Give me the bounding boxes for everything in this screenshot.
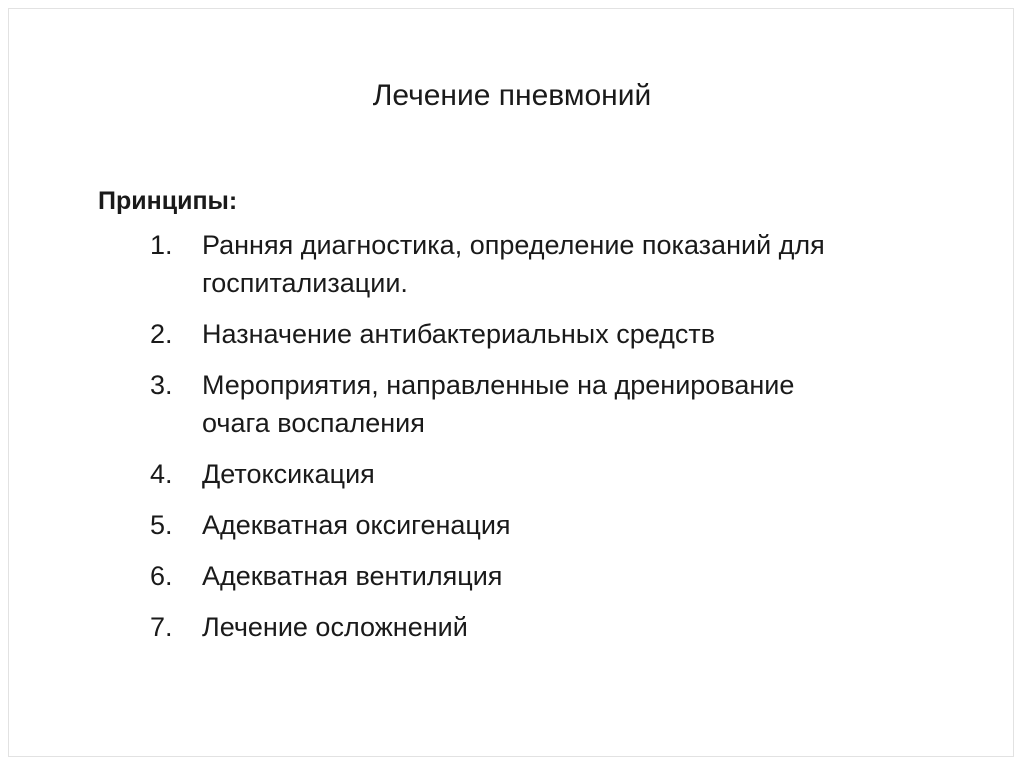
list-item [0,455,1024,493]
list-item-text [202,366,942,442]
list-item-line: Лечение осложнений [202,612,468,642]
list-item-text [202,608,942,646]
list-item-number: 2. [150,319,173,349]
list-item-line: Назначение антибактериальных средств [202,319,716,349]
list-item-text [202,455,942,493]
list-item [0,366,1024,442]
section-heading: Принципы: [98,187,238,215]
list-item-text [202,315,942,353]
list-item-number: 7. [150,612,173,642]
list-item-line: Мероприятия, направленные на дренирование [202,370,795,400]
principles-list [0,226,1024,659]
list-item [0,557,1024,595]
list-item [0,506,1024,544]
slide-title: Лечение пневмоний [372,79,652,112]
list-item-number: 4. [150,459,173,489]
list-item-line: Ранняя диагностика, определение показаний для [202,230,825,260]
list-item-line: очага воспаления [202,408,425,438]
list-item [0,315,1024,353]
list-item-line: Адекватная вентиляция [202,561,503,591]
list-item-number: 5. [150,510,173,540]
list-item-number: 3. [150,370,173,400]
list-item [0,226,1024,302]
list-item-line: Детоксикация [202,459,375,489]
list-item-line: госпитализации. [202,268,408,298]
list-item [0,608,1024,646]
list-item-text [202,226,942,302]
list-item-line: Адекватная оксигенация [202,510,511,540]
list-item-text [202,557,942,595]
list-item-text [202,506,942,544]
list-item-number: 6. [150,561,173,591]
list-item-number: 1. [150,230,173,260]
